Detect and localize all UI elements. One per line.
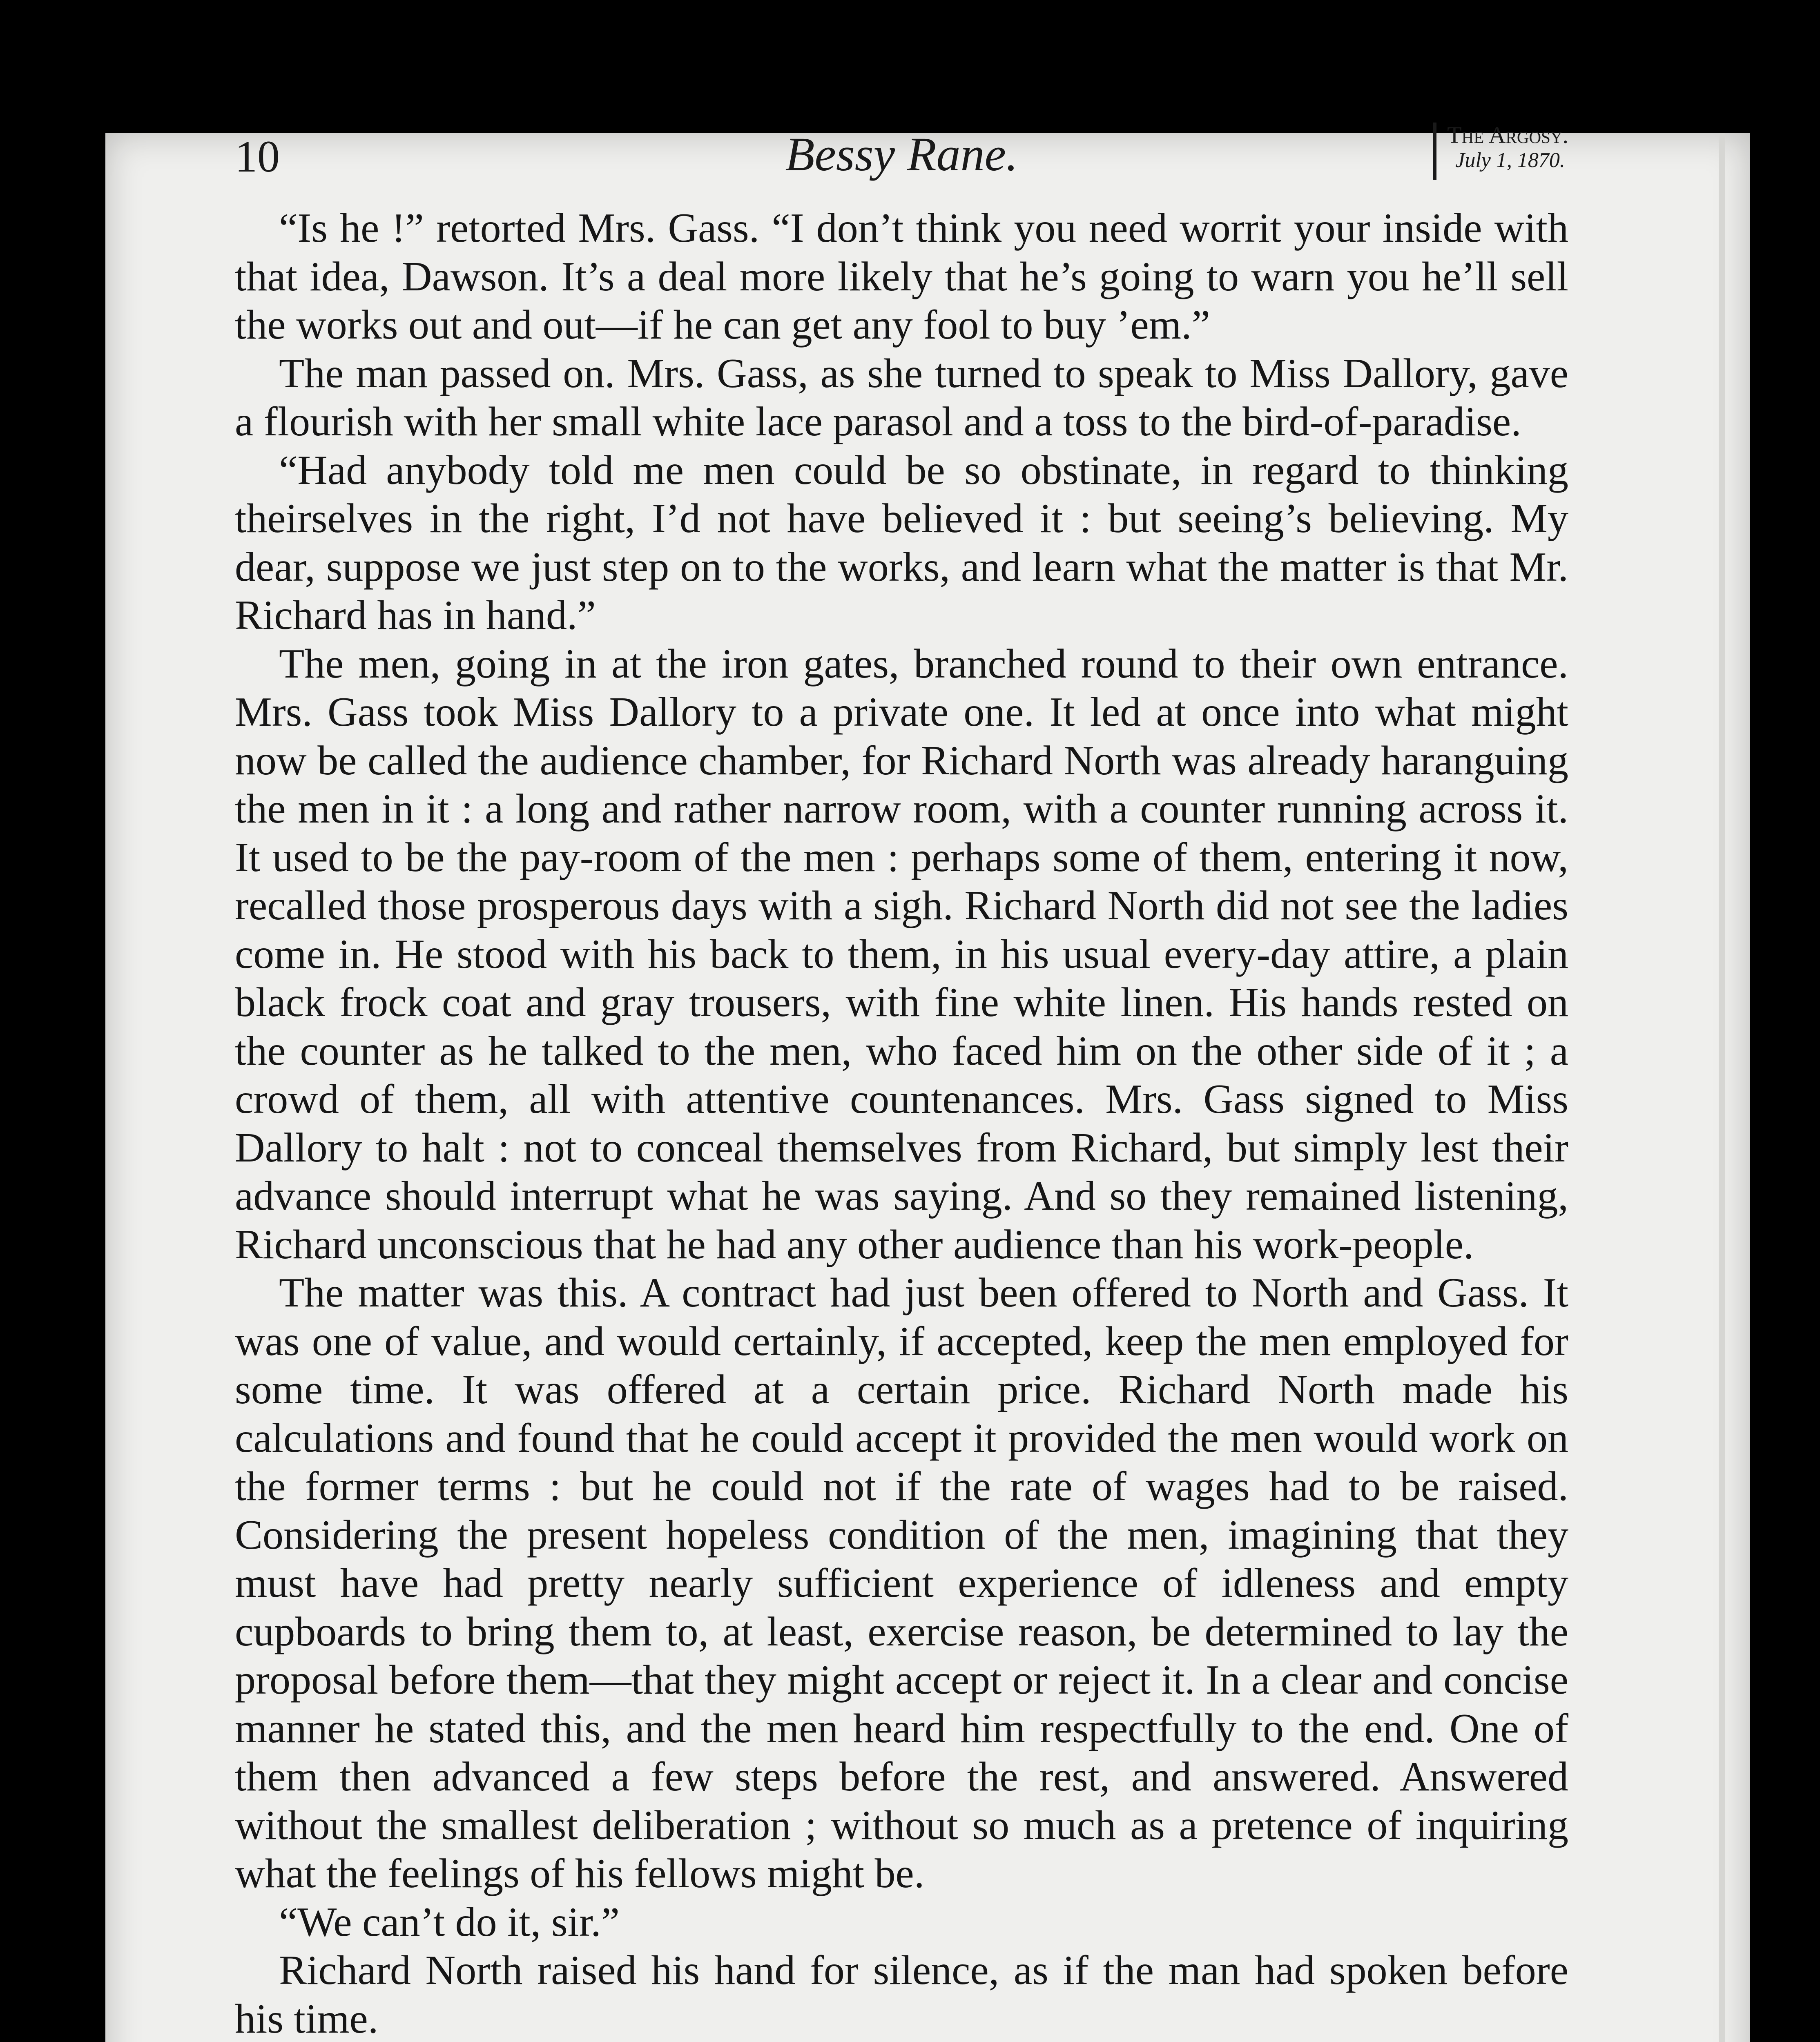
paragraph: “Is he !” retorted Mrs. Gass. “I don’t think you need worrit your inside with that idea, Dawson. It’s a deal more likely that he’s going to warn you he’ll sell the works out and out—if he can get any fool to buy ’em.” bbox=[235, 205, 1568, 348]
body-text bbox=[235, 204, 1568, 2042]
journal-reference bbox=[1433, 123, 1568, 180]
page-number: 10 bbox=[235, 132, 280, 181]
paragraph: Richard North raised his hand for silence, as if the man had spoken before his time. bbox=[235, 1947, 1568, 2042]
paragraph: “Had anybody told me men could be so obstinate, in regard to thinking theirselves in the right, I’d not have believed it : but seeing’s believing. My dear, suppose we just step on to the works, and learn what the matter is that Mr. Richard has in hand.” bbox=[235, 447, 1568, 638]
running-title: Bessy Rane. bbox=[785, 127, 1018, 181]
page-edge-shadow bbox=[1719, 133, 1725, 2042]
paragraph: The matter was this. A contract had just been offered to North and Gass. It was one of value, and would certainly, if accepted, keep the men employed for some time. It was offered at a certain price. Richard North made his calculations and found that he could accept it provided the men would work on the former terms : but he could not if the rate of wages had to be raised. Considering the present hopeless condition of the men, imagining that they must have had pretty nearly sufficient experience of idleness and empty cupboards to bring them to, at least, exercise reason, be determined to lay the proposal before them—that they might accept or reject it. In a clear and concise manner he stated this, and the men heard him respectfully to the end. One of them then advanced a few steps before the rest, and answered. Answered without the smallest deliberation ; without so much as a pretence of inquiring what the feelings of his fellows might be. bbox=[235, 1270, 1568, 1897]
page-header bbox=[235, 123, 1568, 192]
paragraph: “We can’t do it, sir.” bbox=[279, 1899, 620, 1945]
journal-name: The Argosy. bbox=[1447, 122, 1568, 148]
journal-date: July 1, 1870. bbox=[1455, 149, 1565, 172]
paragraph: The men, going in at the iron gates, branched round to their own entrance. Mrs. Gass took Miss Dallory to a private one. It led at once into what might now be called the audience chamber, for Richard North was already haranguing the men in it : a long and rather narrow room, with a counter running across it. It used to be the pay-room of the men : perhaps some of them, entering it now, recalled those prosperous days with a sigh. Richard North did not see the ladies come in. He stood with his back to them, in his usual every-day attire, a plain black frock coat and gray trousers, with fine white linen. His hands rested on the counter as he talked to the men, who faced him on the other side of it ; a crowd of them, all with attentive countenances. Mrs. Gass signed to Miss Dallory to halt : not to conceal themselves from Richard, but simply lest their advance should interrupt what he was saying. And so they remained listening, Richard unconscious that he had any other audience than his work-people. bbox=[235, 640, 1568, 1268]
paragraph: The man passed on. Mrs. Gass, as she turned to speak to Miss Dallory, gave a flourish with her small white lace parasol and a toss to the bird-of-paradise. bbox=[235, 350, 1568, 445]
